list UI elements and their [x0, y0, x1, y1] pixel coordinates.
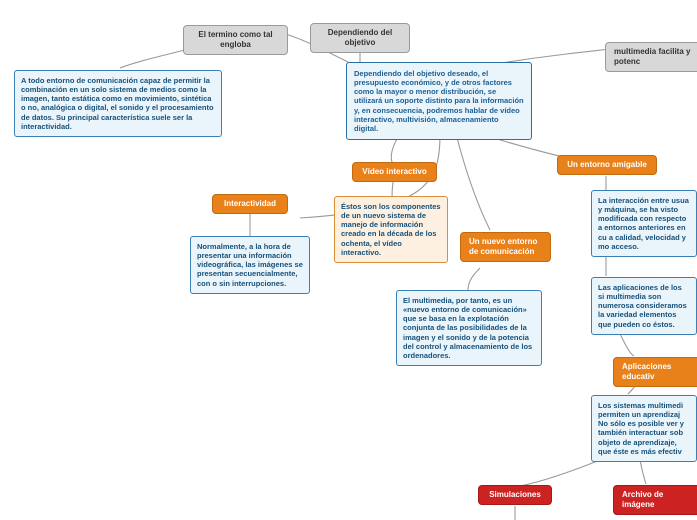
node-sistemas-texto[interactable]: [591, 395, 697, 462]
node-label: Archivo de imágene: [622, 490, 664, 509]
node-video-interactivo[interactable]: [352, 162, 437, 182]
node-interactividad-texto[interactable]: [190, 236, 310, 294]
node-label: Un entorno amigable: [567, 160, 647, 169]
node-interactividad[interactable]: [212, 194, 288, 214]
node-nuevo-entorno[interactable]: [460, 232, 551, 262]
node-label: Aplicaciones educativ: [622, 362, 672, 381]
node-label: Un nuevo entorno de comunicación: [469, 237, 538, 256]
node-interaccion-texto[interactable]: [591, 190, 697, 257]
node-multimedia-texto[interactable]: [396, 290, 542, 366]
node-dependiendo-texto[interactable]: [346, 62, 532, 140]
node-aplicaciones-texto[interactable]: [591, 277, 697, 335]
node-entorno-amigable[interactable]: [557, 155, 657, 175]
node-text: El multimedia, por tanto, es un «nuevo entorno de comunicación» que se basa en la explotación conjunta de las posibilidades de la imagen y el sonido y de la potencia del control y almacenamiento de los ordenadores.: [403, 296, 533, 360]
node-label: Simulaciones: [489, 490, 541, 499]
node-aplicaciones-educativas[interactable]: [613, 357, 697, 387]
node-text: Los sistemas multimedi permiten un aprendizaj No sólo es posible ver y también interactuar sob objeto de aprendizaje, que éste es más efectiv: [598, 401, 684, 456]
node-text: La interacción entre usua y máquina, se ha visto modificada con respecto a entornos anteriores en cu a calidad, velocidad y mo acceso.: [598, 196, 689, 251]
node-label: Dependiendo del objetivo: [327, 28, 393, 47]
node-simulaciones[interactable]: [478, 485, 552, 505]
node-video-texto[interactable]: [334, 196, 448, 263]
node-label: multimedia facilita y potenc: [614, 47, 691, 66]
node-text: Éstos son los componentes de un nuevo sistema de manejo de información creado en la década de los ochenta, el vídeo interactivo.: [341, 202, 441, 257]
node-multimedia-facilita[interactable]: [605, 42, 697, 72]
node-label: Interactividad: [223, 199, 276, 208]
node-termino-engloba[interactable]: [183, 25, 288, 55]
node-label: El termino como tal engloba: [198, 30, 273, 49]
node-text: A todo entorno de comunicación capaz de permitir la combinación en un solo sistema de medios como la imagen, tanto estática como en movimiento, sintética o no, analógica o digital, el sonido y el procesamiento de datos. Su principal característica suele ser la interactividad.: [21, 76, 214, 131]
node-dependiendo-objetivo[interactable]: [310, 23, 410, 53]
node-text: Dependiendo del objetivo deseado, el presupuesto económico, y de otros factores como la mayor o menor distribución, se utilizará un soporte distinto para la información y, en consecuencia, podremos hablar de vídeo interactivo, multivisión, almacenamiento digital.: [354, 69, 524, 133]
node-archivo-imagenes[interactable]: [613, 485, 697, 515]
node-definicion-entorno[interactable]: [14, 70, 222, 137]
node-label: Vídeo interactivo: [362, 167, 427, 176]
node-text: Las aplicaciones de los si multimedia son numerosa consideramos la variedad elementos que pueden co éstos.: [598, 283, 687, 329]
node-text: Normalmente, a la hora de presentar una información videográfica, las imágenes se presentan secuencialmente, con o sin interrupciones.: [197, 242, 303, 288]
